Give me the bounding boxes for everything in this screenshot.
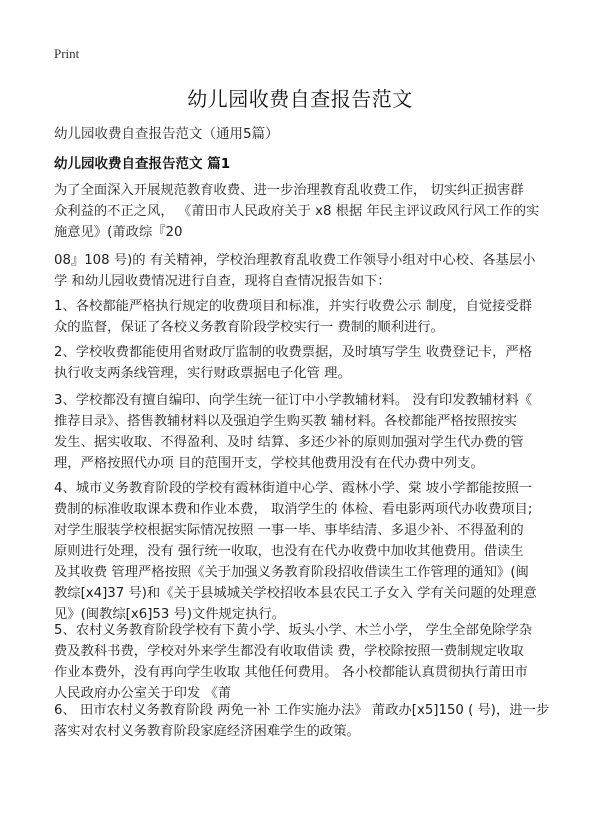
text-line: 推荐目录》、搭售教辅材料以及强迫学生购买教 辅材料。各校都能严格按照按实 [54,414,517,429]
text-line: 落实对农村义务教育阶段家庭经济困难学生的政策。 [54,724,360,739]
section-heading: 幼儿园收费自查报告范文 篇1 [54,156,231,172]
text-line: 5、农村义务教育阶段学校有下黄小学、坂头小学、木兰小学， 学生全部免除学杂 [54,623,533,638]
text-line: 教综[x4]37 号)和《关于县城城关学校招收本县农民工子女入 学有关问题的处理意 [54,586,537,601]
text-line: 6、 田市农村义务教育阶段 两免一补 工作实施办法》 莆政办[x5]150 ( 号)，进一步 [54,703,550,718]
page-title: 幼儿园收费自查报告范文 [187,87,413,111]
text-line: 众的监督，保证了各校义务教育阶段学校实行一 费制的顺利进行。 [54,320,444,335]
paragraph-intro [54,180,574,243]
text-line: 人民政府办公室关于印发 《莆 [54,686,232,701]
paragraph-item-3 [54,390,574,474]
text-line: 见》(闽教综[x6]53 号)文件规定执行。 [54,607,286,622]
text-line: 原则进行处理，没有 强行统一收取，也没有在代办收费中加收其他费用。借读生 [54,544,524,559]
paragraph-item-5 [54,620,574,704]
text-line: 08』108 号)的 有关精神，学校治理教育乱收费工作领导小组对中心校、各基层小 [54,253,536,268]
paragraph-item-4 [54,478,574,625]
paragraph-item-6 [54,700,574,742]
document-subtitle: 幼儿园收费自查报告范文（通用5篇） [54,126,279,142]
text-line: 费制的标准收取课本费和作业本费， 取消学生的 体检、看电影两项代办收费项目; [54,502,533,517]
text-line: 众利益的不正之风， 《莆田市人民政府关于 x8 根据 年民主评议政风行风工作的实 [54,204,540,219]
text-line: 学 和幼儿园收费情况进行自查，现将自查情况报告如下： [54,274,391,289]
text-line: 1、各校都能严格执行规定的收费项目和标准，并实行收费公示 制度，自觉接受群 [54,299,533,314]
text-line: 2、学校收费都能使用省财政厅监制的收费票据，及时填写学生 收费登记卡，严格 [54,345,533,360]
paragraph-item-2 [54,342,574,384]
paragraph-intro-continued [54,250,574,292]
text-line: 施意见》(莆政综『20 [54,225,183,240]
text-line: 4、城市义务教育阶段的学校有霞林街道中心学、霞林小学、棠 坡小学都能按照一 [54,481,533,496]
text-line: 费及教科书费，学校对外来学生都没有收取借读 费，学校除按照一费制规定收取 [54,644,524,659]
text-line: 及其收费 管理严格按照《关于加强义务教育阶段招收借读生工作管理的通知》(闽 [54,565,529,580]
text-line: 3、学校都没有擅自编印、向学生统一征订中小学教辅材料。 没有印发教辅材料《 [54,393,533,408]
text-line: 为了全面深入开展规范教育收费、进一步治理教育乱收费工作， 切实纠正损害群 [54,183,524,198]
text-line: 发生、据实收取、不得盈利、及时 结算、多还少补的原则加强对学生代办费的管 [54,435,524,450]
text-line: 对学生服装学校根据实际情况按照 一事一毕、事毕结清、多退少补、不得盈利的 [54,523,524,538]
text-line: 作业本费外，没有再向学生收取 其他任何费用。 各小校都能认真贯彻执行莆田市 [54,665,528,680]
text-line: 理，严格按照代办项 目的范围开支，学校其他费用没有在代办费中列支。 [54,456,484,471]
text-line: 执行收支两条线管理，实行财政票据电子化管 理。 [54,366,351,381]
print-label: Print [54,46,80,61]
paragraph-item-1 [54,296,574,338]
